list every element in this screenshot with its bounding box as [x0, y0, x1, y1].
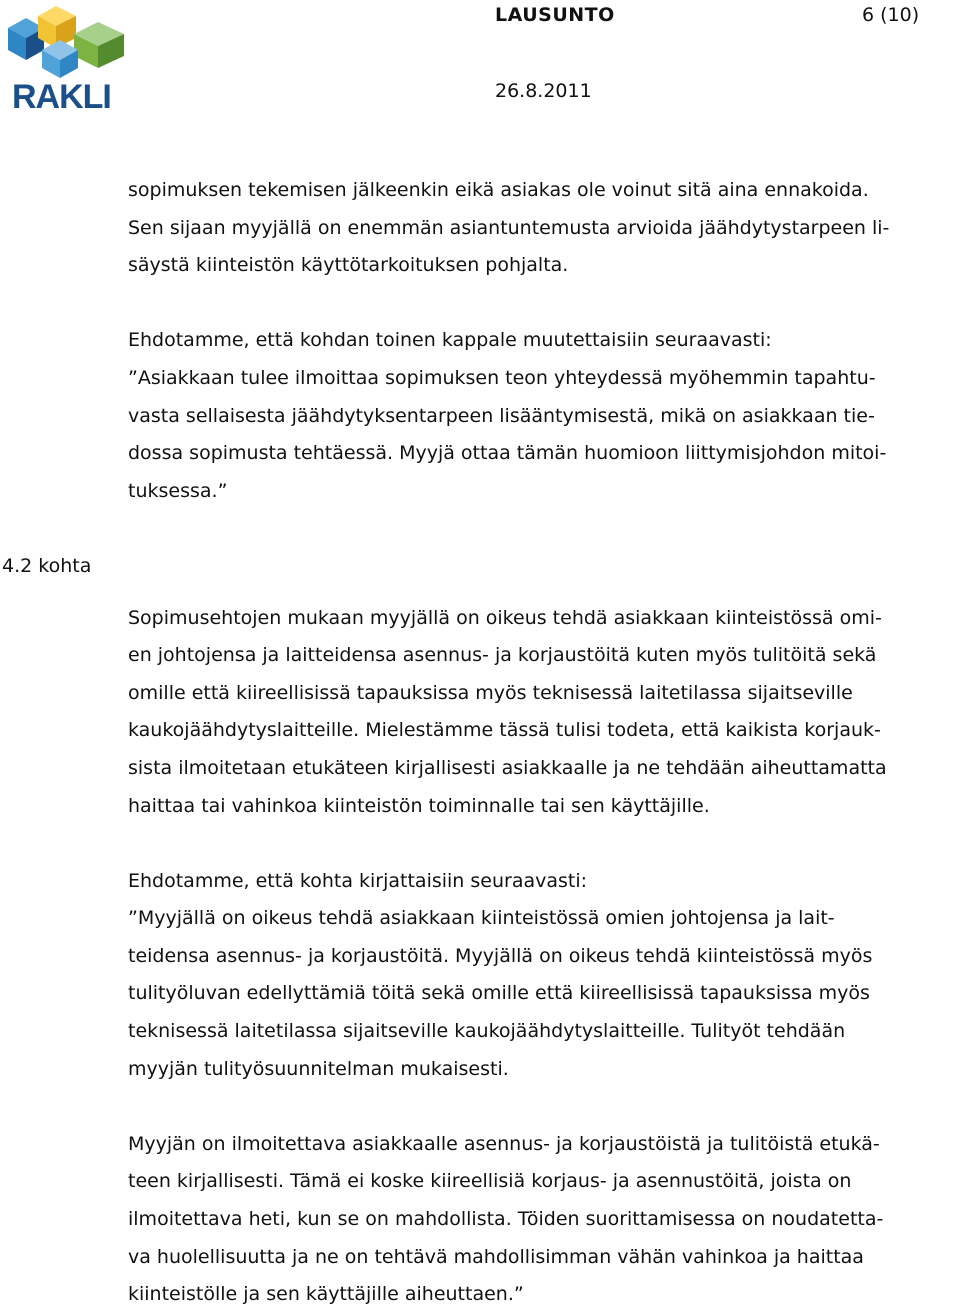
text-line: sista ilmoitetaan etukäteen kirjallisesti asiakkaalle ja ne tehdään aiheuttamatta — [128, 756, 887, 779]
text-line: Sopimusehtojen mukaan myyjällä on oikeus tehdä asiakkaan kiinteistössä omi- — [128, 606, 882, 629]
text-line: teknisessä laitetilassa sijaitseville kaukojäähdytyslaitteille. Tulityöt tehdään — [128, 1020, 846, 1043]
text-line: sopimuksen tekemisen jälkeenkin eikä asiakas ole voinut sitä aina ennakoida. — [128, 179, 869, 201]
paragraph — [128, 600, 954, 826]
text-line: Sen sijaan myyjällä on enemmän asiantuntemusta arvioida jäähdytystarpeen li- — [128, 216, 890, 239]
text-line: teidensa asennus- ja korjaustöitä. Myyjällä on oikeus tehdä kiinteistössä myös — [128, 944, 873, 967]
text-line: ilmoitettava heti, kun se on mahdollista. Töiden suorittamisessa on noudatetta- — [128, 1208, 884, 1231]
document-body — [0, 172, 960, 1314]
text-line: haittaa tai vahinkoa kiinteistön toiminnalle tai sen käyttäjille. — [128, 794, 710, 817]
paragraph — [128, 1126, 954, 1314]
text-line: säystä kiinteistön käyttötarkoituksen pohjalta. — [128, 254, 569, 277]
document-date: 26.8.2011 — [495, 80, 592, 102]
logo-wordmark: RAKLI — [12, 78, 111, 112]
rakli-logo — [4, 4, 126, 112]
text-line: en johtojensa ja laitteidensa asennus- ja korjaustöitä kuten myös tulitöitä sekä — [128, 644, 877, 667]
text-line: omille että kiireellisissä tapauksissa myös teknisessä laitetilassa sijaitseville — [128, 681, 853, 704]
text-line: tuksessa.” — [128, 479, 228, 502]
text-line: teen kirjallisesti. Tämä ei koske kiireellisiä korjaus- ja asennustöitä, joista on — [128, 1170, 852, 1193]
paragraph — [128, 863, 954, 1089]
paragraph — [128, 172, 954, 285]
page-number: 6 (10) — [862, 4, 920, 26]
text-line: dossa sopimusta tehtäessä. Myyjä ottaa tämän huomioon liittymisjohdon mitoi- — [128, 442, 887, 465]
text-line: va huolellisuutta ja ne on tehtävä mahdollisimman vähän vahinkoa ja haittaa — [128, 1245, 864, 1268]
text-line: ”Myyjällä on oikeus tehdä asiakkaan kiinteistössä omien johtojensa ja lait- — [128, 907, 835, 930]
text-line: Myyjän on ilmoitettava asiakkaalle asennus- ja korjaustöistä ja tulitöistä etukä- — [128, 1132, 880, 1155]
text-line: kiinteistölle ja sen käyttäjille aiheuttaen.” — [128, 1283, 524, 1306]
text-line: vasta sellaisesta jäähdytyksentarpeen lisääntymisestä, mikä on asiakkaan tie- — [128, 404, 875, 427]
text-line: Ehdotamme, että kohta kirjattaisiin seuraavasti: — [128, 869, 588, 892]
text-line: tulityöluvan edellyttämiä töitä sekä omille että kiireellisissä tapauksissa myös — [128, 982, 870, 1005]
text-line: ”Asiakkaan tulee ilmoittaa sopimuksen teon yhteydessä myöhemmin tapahtu- — [128, 366, 876, 389]
document-type: LAUSUNTO — [495, 4, 615, 26]
text-line: kaukojäähdytyslaitteille. Mielestämme tässä tulisi todeta, että kaikista korjauk- — [128, 719, 881, 742]
paragraph — [128, 322, 954, 510]
text-line: myyjän tulityösuunnitelman mukaisesti. — [128, 1057, 509, 1080]
rakli-logo-graphic — [4, 4, 126, 112]
text-line: Ehdotamme, että kohdan toinen kappale muutettaisiin seuraavasti: — [128, 329, 772, 352]
section-heading: 4.2 kohta — [2, 554, 92, 577]
